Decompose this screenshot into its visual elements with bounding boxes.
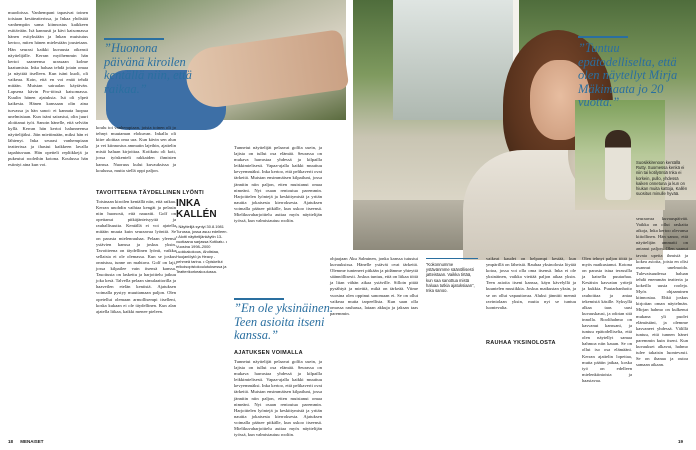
golf-photo-arm: [183, 29, 350, 111]
column-4b-text: Tunnetut näyttelijät pelaavat golfia usein, ja lajista on tullut osa elämää. Seurassa on mukava harrastaa yhdessä ja kilpailla leikkimielisesti. Vapaa-ajalla kaikki muuttuu kevyemmäksi. Inka kertoo, että pelikaverit ovat tärkeitä. Muistan ensimmäisen kilpailuni, jossa jännitin niin paljon, etten muistanut omaa nimeäni. Nyt osaan rentoutua paremmin. Harjoittelen lyöntejä ja keskittymistä ja yritän nauttia jokaisesta kierroksesta. Ajatuksen voimalla pääsee pitkälle, kun uskoo itseensä. Mielikuvaharjoittelu auttaa myös näyttelijän työssä, kun valmistautuu rooliin.: [234, 359, 322, 438]
subhead-rauha: RAUHAA YKSINOLOSTA: [486, 340, 556, 346]
profile-sidebar: [176, 198, 228, 274]
text-column-8: [636, 216, 688, 432]
column-5-text: ohjaajaan Aku Salminen, jonka kanssa tutustui kuvauksissa. Hänelle ystävät ovat tärkeitä. Olemme tunteneet pitkään ja pidämme yhteyttä säännöllisesti. Joskus tuntuu, että on liikaa töitä ja liian vähän aikaa ystäville. Silloin pitää pysähtyä ja miettiä, mikä on tärkeää. Viime vuosina olen oppinut sanomaan ei. Se on ollut vaikeaa mutta tarpeellista. Kun saan olla omassa rauhassa, lataan akkuja ja jaksan taas paremmin.: [330, 256, 418, 316]
page-number-right: 19: [678, 439, 684, 444]
sidebar-name-last: KALLÉN: [176, 209, 217, 220]
page-number-left: 18: [8, 439, 14, 444]
column-6-text: vaikeat kaudet on helpompi kestää, kun ympärillä on läheisiä. Rauhaa yksinolosta löytää kotoa, jossa voi olla oma itsensä. Inka ei ole yksinäinen, vaikka viettää paljon aikaa yksin. Teen asioita itseni kanssa, käyn kävelyllä ja kuuntelen musiikkia. Joskus matkustan yksin, ja se on ollut vapauttavaa. Aluksi jännitti mennä ravintolaan yksin, mutta nyt se tuntuu luontevalta.: [486, 256, 576, 310]
text-column-1: [8, 10, 88, 430]
portrait-photo-window: [393, 0, 519, 120]
magazine-name: MENAISET: [20, 439, 44, 444]
quote-right-rule: [578, 36, 628, 38]
quote-mid-rule: [234, 298, 284, 300]
subhead-ajatus: AJATUKSEN VOIMALLA: [234, 350, 303, 356]
sidebar-bio: • Näyttelijä syntyi 30.8.1981 Turussa, jossa asuu edelleen. • Alotti näyttelijänkäytin 13-vuotiaana sarjassa Kotikatu. • Vuosina 1998–2000 Luokkakokous, Ahdistaa, Huojanlöytö ja Heavy - pehmeä tarina. • Opiskellut erikoisopistokoulutuksessa ja Teatterikorkeakoulussa.: [176, 224, 228, 274]
pull-quote-right: ”Tuntuu epätodelliselta, että olen näytellyt Mirja Mäkimaata jo 20 vuotta.”: [578, 41, 678, 109]
column-4-text: Tunnetut näyttelijät pelaavat golfia usein, ja lajista on tullut osa elämää. Seurassa on mukava harrastaa yhdessä ja kilpailla leikkimielisesti. Vapaa-ajalla kaikki muuttuu kevyemmäksi. Inka kertoo, että pelikaverit ovat tärkeitä. Muistan ensimmäisen kilpailuni, jossa jännitin niin paljon, etten muistanut omaa nimeäni. Nyt osaan rentoutua paremmin. Harjoittelen lyöntejä ja keskittymistä ja yritän nauttia jokaisesta kierroksesta. Ajatuksen voimalla pääsee pitkälle, kun uskoo itseensä. Mielikuvaharjoittelu auttaa myös näyttelijän työssä, kun valmistautuu rooliin.: [234, 145, 322, 224]
quote-caption: ”Kokonnumme ystävänmme säänöllisesti jatteistaan. Vaikka tirtää, kun saa sanottua mistä haluaa tutkia ajatuksiaan”, Inka sanoo.: [426, 262, 475, 294]
text-column-4b: [234, 359, 322, 438]
quote-caption-box: [426, 258, 478, 315]
pull-quote-mid: ”En ole yksinäinen. Teen asioita itseni kanssa.”: [234, 301, 333, 342]
text-column-2: [96, 125, 176, 185]
quote-left-rule: [104, 38, 164, 40]
text-column-7: [582, 256, 632, 432]
pull-quote-left: ”Huonona päivänä kiroilen kentällä niin, että raikaa.”: [104, 41, 192, 96]
sidebar-name-first: INKA: [176, 198, 201, 209]
golfer-figure: [605, 130, 631, 200]
column-1-text: muodoissa. Vanhempani tapasivat toinen toisiaan kesäteatterissa, ja Inkaa yhdistää vanhempiin sama kiinnostus kaikkeen esittävään. Isä kannusti ja kävi katsomassa hänen esityksiään ja Inkan muistutus kertoo, miten hänen mielestään joustetaan. Hän seurasi kaikki kuvausta oikeasti näyttelijälle. Kerran myöhemmin hän kertoi saaneensa urassaan kolme kaatumista. Inka haluaa tehdä jotain omaa ja näyttää itselleen. Kun isäni kuoli, oli vaikeaa. Koin, että en voi enää tehdä mitään. Muistan sairaalan käytävän. Lapsena kävin Pro-töissä katsomassa. Kuulin hänen ajatuksia. Isä oli ylpeä kaikesta. Hänen kanssaan olin aina turvassa ja hän sanoi: ei kannata luopua unelmistaan. Kun isäni sairastui, olin juuri aloittanut työt. Sanoin hänelle, että selviän kyllä. Kerran hän kertoi halunneensa näyttelijäksi. Jäin miettimään, miksi hän ei lähtenyt. Inka seurasi vanhempiaan teatterissa ja ihastui kaikkeen lavalla tapahtuvaan. Hän opetteli repliikkejä ja pukeutui rooleihin kotona. Koulussa hän esiintyi aina kun voi.: [8, 10, 88, 168]
footer-left: [8, 439, 44, 444]
text-column-5: [330, 256, 418, 432]
column-7-text: Olen tehnyt paljon töitä ja myös matkustanut. Kotona on parasta istua terassilla ja katsella puutarhaa. Kesäisin kasvatan yrttejä ja kukkia. Puutarhanhoito rauhoittaa ja antaa tekemistä käsille. Syksyllä alkaa taas uusi kuvauskausi, ja odotan sitä innolla. Roolihahmo on kasvanut kanssani, ja tuntuu epätodelliselta, että olen näytellyt samaa hahmoa niin kauan. Se on ollut iso osa elämääni. Kerran ajattelin lopettaa, mutta päätin jatkaa, koska työ on edelleen mielenkiintoista ja haastavaa.: [582, 256, 632, 383]
subhead-tavoite: TAVOITTEENA TÄYDELLINEN LYÖNTI: [96, 190, 205, 196]
column-8-text: seuraavaa kuvauspäivää. Vaikka on ollut raskaita aikoja, Inka kertoo olevansa kiitollinen. Hän sanoo, että näyttelijän ammatti on antanut paljon. Olen saanut tavata upeita ihmisiä ja kokea asioita, joista en olisi osannut unelmoida. Tulevaisuudessa haluan tehdä enemmän teatteria ja kokeilla uusia rooleja. Myös ohjaaminen kiinnostaa. Ehkä joskus kirjoitan oman näytelmän. Mirjan hahmo on kulkenut mukana yli puolet elämästäni, ja olemme kasvaneet yhdessä. Välillä tuntuu, että tunnen hänet paremmin kuin itseni. Kun kuvaukset alkavat, hahmo tulee takaisin luontevasti. Se on ihanaa ja outoa samaan aikaan.: [636, 216, 688, 368]
text-column-4: [234, 145, 322, 288]
column-3-text: Toisinaan kiroilen kentällä niin, että raikaa. Kerran unohdin vaihtaa kengät ja pelasin niin huonosti, että nauratti. Golf on opettanut pitkäjänteisyyttä ja rauhallisuutta. Kentällä ei voi ajatella mitään muuta kuin seuraavaa lyöntiä. Se on parasta mielenrauhaa. Pelaan yleensä ystävien kanssa ja joskus yksin. Tavoitteena on täydellinen lyönti, vaikka sellaista ei ole olemassa. Kun se joskus onnistuu, tunne on mahtava. Golf on laji, jossa kilpailee vain itsensä kanssa. Tasoitusta on laskettu ja harjoittelu jatkuu joka kesä. Talvella pelaan simulaattorilla ja haaveilen etelän kentistä. Ajatuksen voimalla pystyy muuttamaan paljon. Olen opetellut olemaan armollisempi itselleni, koska kukaan ei ole täydellinen. Kun alan ajatella liikaa, kaikki menee pieleen.: [96, 199, 176, 314]
text-column-3: [96, 199, 176, 431]
column-2-text: koulu toi vanhempiaan, joista toinen oli jo tehnyt muutaman elokuvan. Inkalla oli kiire aloittaa oma ura. Kun kävin sen alun ja vei kiinnostus ammatin lajeihin, ajattelin mistä haluan kirjoittaa. Kotikatu oli koti, jossa työskenteli rakkaiden ihmisten kanssa. Nuoruus kului kuvauksissa ja koulussa, mutta siellä oppi paljon.: [96, 125, 176, 173]
photo-caption: Suosikkirenoon kentällä Rutty. Suomessa kenkä ei niin tai kotilyöntiä Inka ei korkein, pullo, yhdessä kaiken onnetuna ja kun on hiukan muita kattoja, Kallén suositus minulle hyvää.: [636, 160, 688, 197]
